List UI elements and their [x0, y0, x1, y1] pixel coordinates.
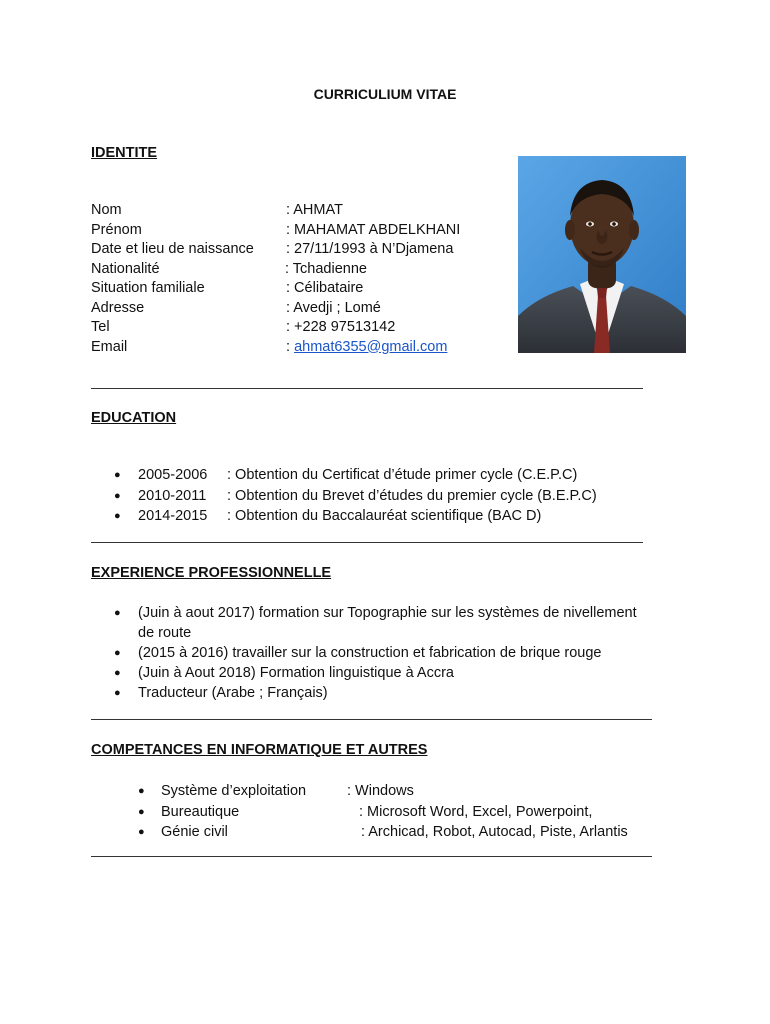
bullet-icon: ●: [138, 826, 145, 838]
bullet-icon: ●: [114, 667, 121, 679]
bullet-icon: ●: [138, 805, 145, 818]
skills-label: Bureautique: [161, 803, 240, 820]
identity-label: Nom: [91, 202, 122, 218]
identity-value: : Tchadienne: [285, 260, 367, 277]
identity-label: Tel: [91, 319, 110, 335]
identity-label: Situation familiale: [91, 280, 205, 296]
education-years: 2014-2015: [138, 508, 208, 524]
identity-label: Prénom: [91, 221, 142, 238]
identity-label: Nationalité: [91, 260, 160, 277]
identity-value: [286, 338, 447, 358]
experience-text-continued: de route: [138, 625, 192, 641]
skills-heading: COMPETANCES EN INFORMATIQUE ET AUTRES: [91, 742, 428, 758]
divider: [91, 719, 652, 720]
bullet-icon: ●: [114, 687, 121, 699]
identity-value: : Avedji ; Lomé: [286, 299, 381, 316]
skills-value: : Microsoft Word, Excel, Powerpoint,: [359, 803, 593, 820]
education-years: 2010-2011: [138, 487, 207, 504]
education-text: : Obtention du Brevet d’études du premier cycle (B.E.P.C): [227, 487, 597, 504]
education-heading: EDUCATION: [91, 410, 177, 426]
skills-label: Génie civil: [161, 824, 228, 840]
identity-heading: IDENTITE: [91, 145, 158, 161]
identity-value: : +228 97513142: [286, 319, 396, 335]
divider: [91, 542, 643, 543]
identity-value: : MAHAMAT ABDELKHANI: [286, 221, 461, 238]
experience-text: (Juin à aout 2017) formation sur Topographie sur les systèmes de nivellement: [138, 605, 637, 621]
identity-label: Email: [91, 338, 128, 355]
document-title: CURRICULIUM VITAE: [313, 86, 457, 102]
identity-row-email: [91, 338, 511, 358]
identity-label: Date et lieu de naissance: [91, 241, 254, 257]
identity-label: Adresse: [91, 299, 145, 316]
identity-row-nationality: [91, 260, 511, 280]
education-years: 2005-2006: [138, 467, 208, 483]
skills-label: Système d’exploitation: [161, 783, 307, 799]
identity-row-tel: [91, 318, 511, 338]
profile-photo: [518, 156, 686, 353]
email-prefix: :: [286, 338, 295, 355]
email-link[interactable]: ahmat6355@gmail.com: [294, 338, 448, 355]
divider: [91, 856, 652, 857]
experience-text: Traducteur (Arabe ; Français): [138, 685, 328, 701]
bullet-icon: ●: [138, 785, 145, 797]
bullet-icon: ●: [114, 489, 121, 502]
bullet-icon: ●: [114, 510, 121, 522]
bullet-icon: ●: [114, 647, 121, 659]
bullet-icon: ●: [114, 469, 121, 481]
identity-value: : Célibataire: [286, 280, 364, 296]
identity-row-birth: [91, 240, 511, 260]
divider: [91, 388, 643, 389]
skills-value: : Archicad, Robot, Autocad, Piste, Arlantis: [361, 824, 628, 840]
education-text: : Obtention du Baccalauréat scientifique (BAC D): [227, 508, 542, 524]
education-text: : Obtention du Certificat d’étude primer cycle (C.E.P.C): [227, 467, 578, 483]
identity-value: : 27/11/1993 à N’Djamena: [286, 241, 454, 257]
identity-row-prenom: [91, 221, 511, 241]
bullet-icon: ●: [114, 607, 121, 619]
identity-row-address: [91, 299, 511, 319]
identity-row-nom: [91, 201, 511, 221]
identity-value: : AHMAT: [286, 202, 343, 218]
experience-text: (2015 à 2016) travailler sur la construction et fabrication de brique rouge: [138, 645, 602, 661]
experience-heading: EXPERIENCE PROFESSIONNELLE: [91, 565, 332, 581]
skills-value: : Windows: [347, 783, 414, 799]
experience-text: (Juin à Aout 2018) Formation linguistique à Accra: [138, 665, 454, 681]
identity-row-family: [91, 279, 511, 299]
